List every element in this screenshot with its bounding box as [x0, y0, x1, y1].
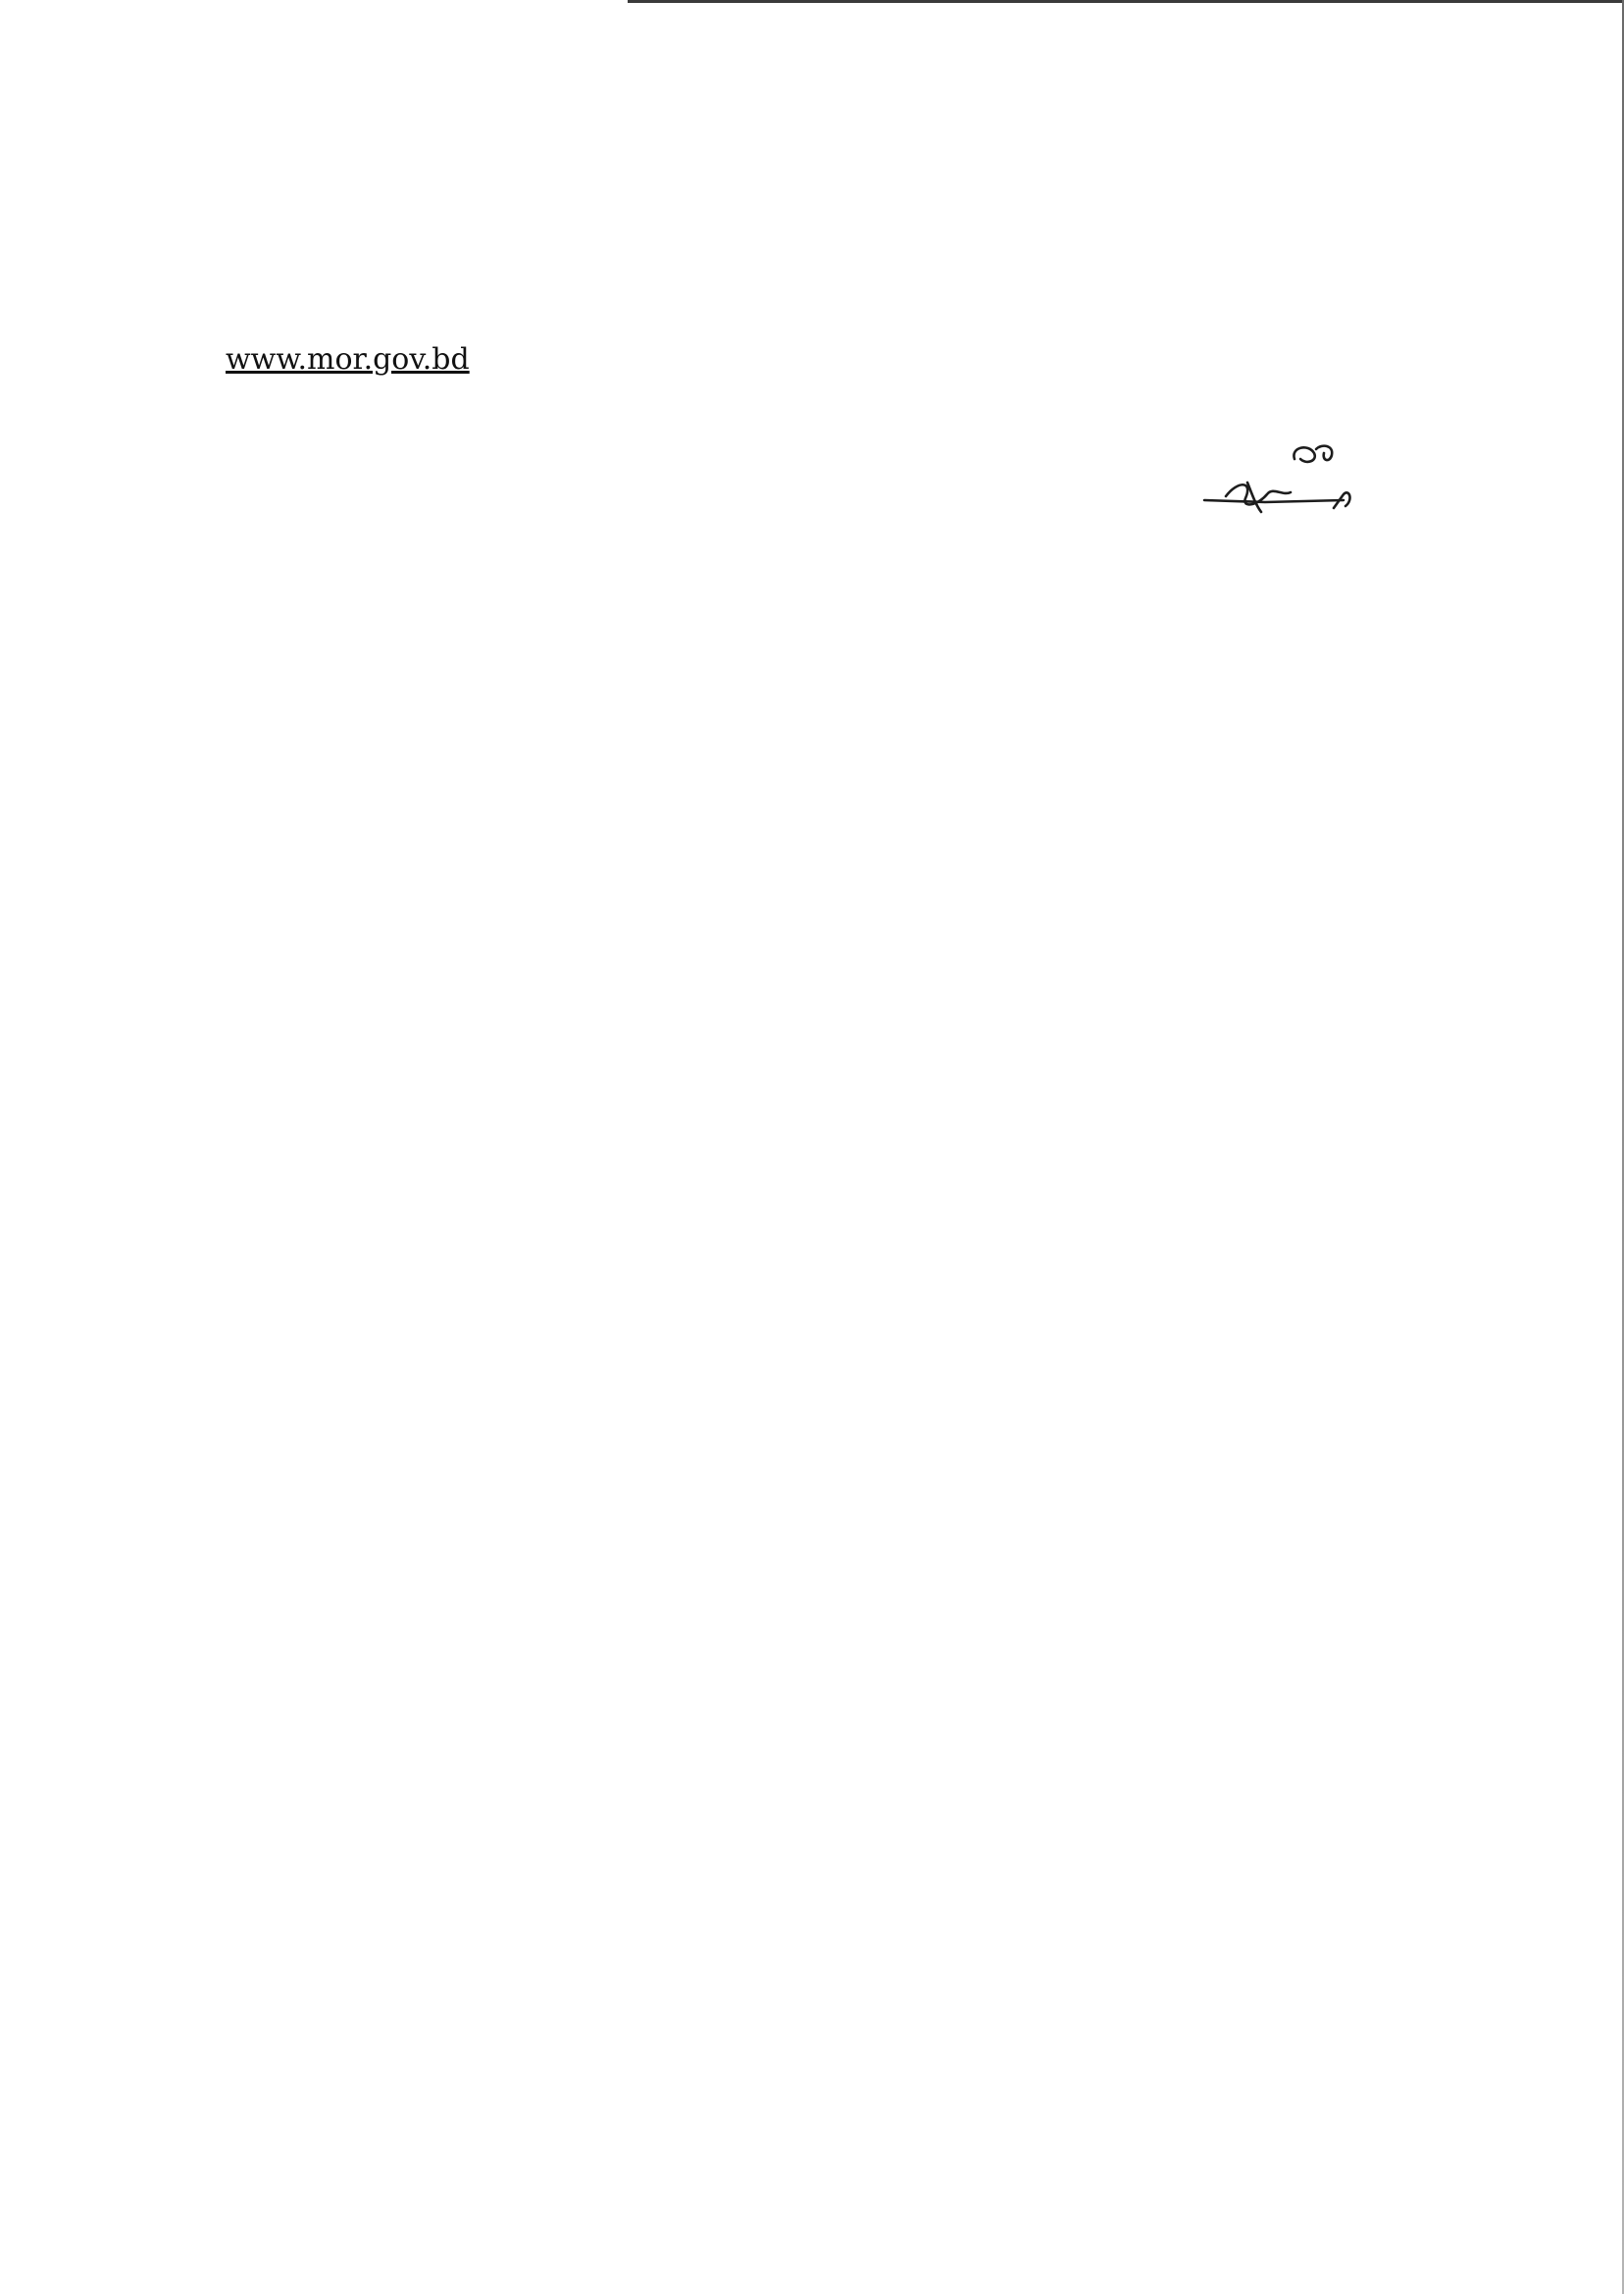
scan-edge-top — [628, 0, 1624, 3]
signature-drawing — [1196, 439, 1491, 528]
paragraph-line-1 — [226, 304, 1481, 341]
handwritten-signature — [1196, 439, 1491, 528]
notice-paragraph — [226, 304, 1481, 380]
paragraph-line-2 — [226, 341, 1481, 380]
website-link[interactable]: www.mor.gov.bd — [226, 342, 470, 377]
